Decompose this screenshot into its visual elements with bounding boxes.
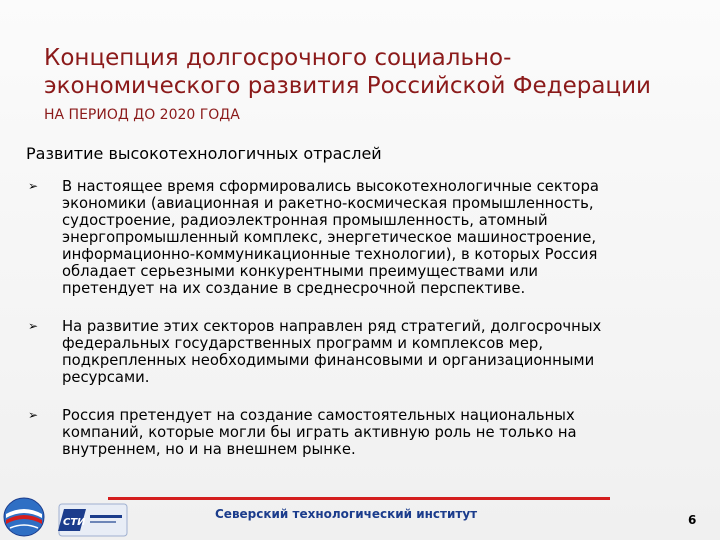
slide-title: Концепция долгосрочного социально-экономического развития Российской Федерации xyxy=(44,45,651,99)
bullet-line: В настоящее время сформировались высокотехнологичные сектора xyxy=(62,178,599,195)
section-heading: Развитие высокотехнологичных отраслей xyxy=(26,144,382,163)
slide-subtitle: НА ПЕРИОД ДО 2020 ГОДА xyxy=(44,107,240,123)
bullet-line: претендует на их создание в среднесрочной перспективе. xyxy=(62,280,526,297)
bullet-item xyxy=(26,318,676,386)
bullet-line: ресурсами. xyxy=(62,369,150,386)
bullet-line: энергопромышленный комплекс, энергетическое машиностроение, xyxy=(62,229,597,246)
globe-logo-icon xyxy=(2,496,46,538)
bullet-line: обладает серьезными конкурентными преимуществами или xyxy=(62,263,539,280)
arrow-bullet-icon: ➢ xyxy=(28,179,39,193)
page-number: 6 xyxy=(688,513,697,527)
footer-institute-name: Северский технологический институт xyxy=(215,507,478,521)
bullet-line: федеральных государственных программ и комплексов мер, xyxy=(62,335,544,352)
bullet-line: внутреннем, но и на внешнем рынке. xyxy=(62,441,356,458)
bullet-line: подкрепленных необходимыми финансовыми и организационными xyxy=(62,352,595,369)
bullet-item xyxy=(26,178,676,297)
sti-logo-text: СТИ xyxy=(63,517,86,528)
sti-logo-icon xyxy=(58,503,128,537)
bullet-line: информационно-коммуникационные технологии), в которых Россия xyxy=(62,246,598,263)
bullet-list xyxy=(26,178,676,458)
bullet-item xyxy=(26,407,676,458)
bullet-line: судостроение, радиоэлектронная промышленность, атомный xyxy=(62,212,548,229)
footer-divider xyxy=(108,497,610,500)
title-block xyxy=(44,44,694,124)
bullet-line: Россия претендует на создание самостоятельных национальных xyxy=(62,407,575,424)
bullet-line: компаний, которые могли бы играть активную роль не только на xyxy=(62,424,577,441)
arrow-bullet-icon: ➢ xyxy=(28,408,39,422)
bullet-line: На развитие этих секторов направлен ряд стратегий, долгосрочных xyxy=(62,318,602,335)
bullet-line: экономики (авиационная и ракетно-космическая промышленность, xyxy=(62,195,594,212)
arrow-bullet-icon: ➢ xyxy=(28,319,39,333)
